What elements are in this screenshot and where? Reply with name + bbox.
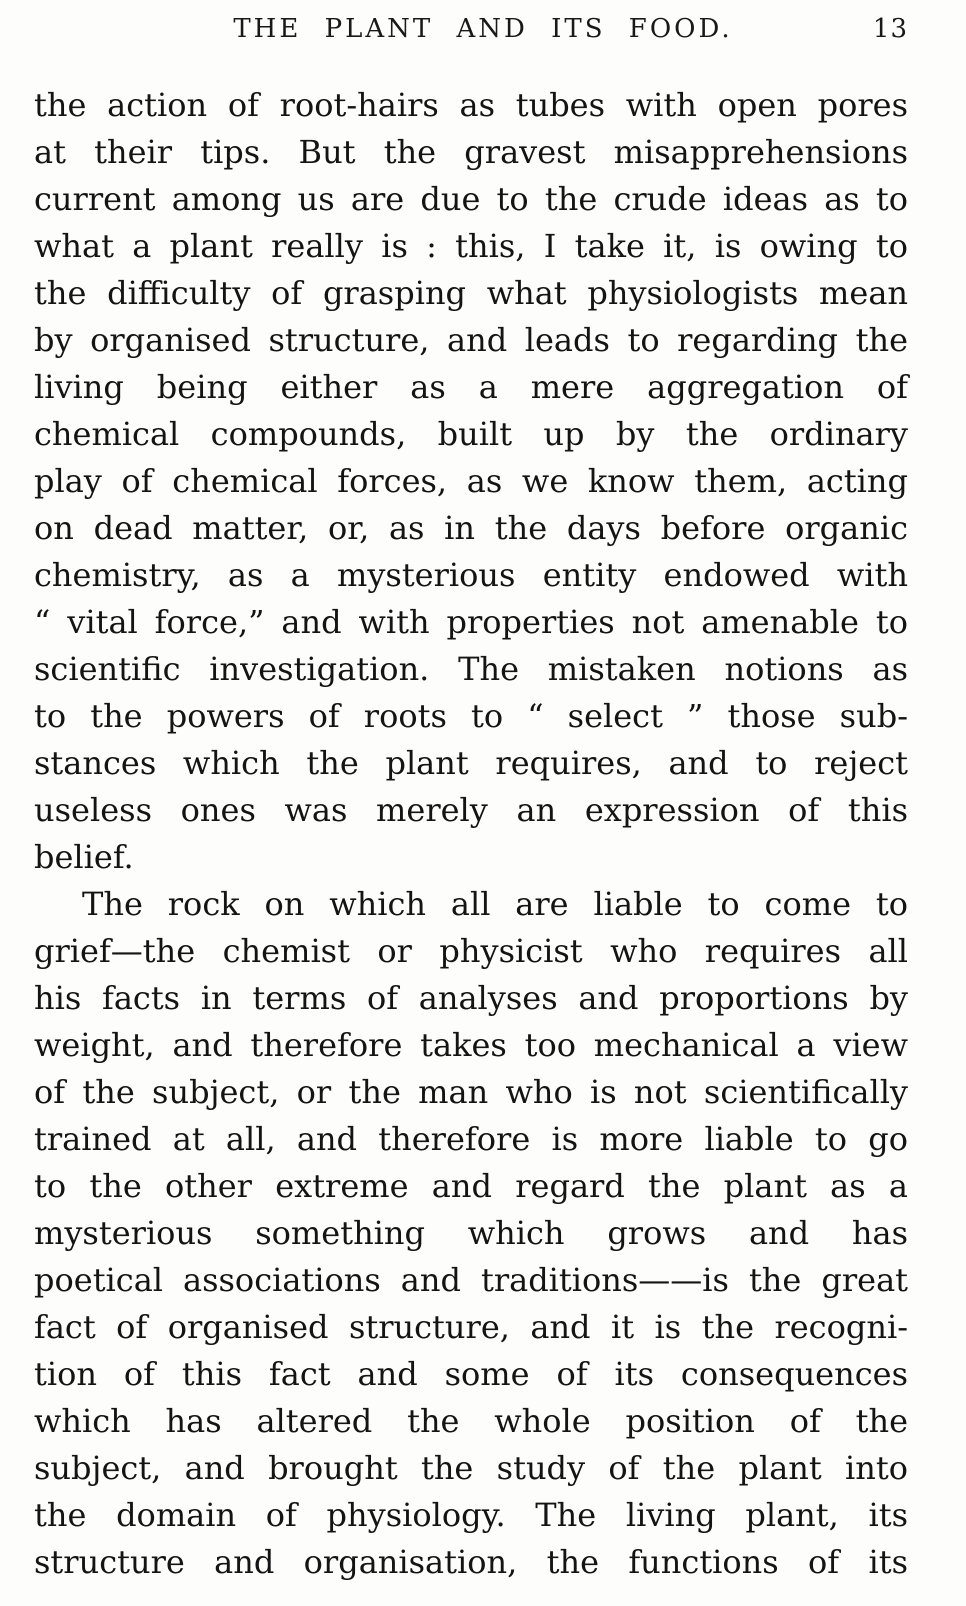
text-line: belief. — [34, 838, 134, 876]
text-line: what a plant really is : this, I take it, is owing to — [34, 227, 908, 265]
text-line: which has altered the whole position of the — [34, 1402, 908, 1440]
text-line: poetical associations and traditions——is the great — [34, 1261, 908, 1299]
text-line: mysterious something which grows and has — [34, 1214, 908, 1252]
text-line: to the other extreme and regard the plant as a — [34, 1167, 908, 1205]
text-line: subject, and brought the study of the plant into — [34, 1449, 908, 1487]
text-line: stances which the plant requires, and to reject — [34, 744, 908, 782]
text-line: at their tips. But the gravest misapprehensions — [34, 133, 908, 171]
paragraph — [34, 881, 908, 1586]
text-line: grief—the chemist or physicist who requires all — [34, 932, 908, 970]
page-header — [0, 0, 966, 58]
text-line: structure and organisation, the functions of its — [34, 1543, 908, 1581]
text-line: of the subject, or the man who is not scientifically — [34, 1073, 908, 1111]
text-line: chemistry, as a mysterious entity endowed with — [34, 556, 908, 594]
text-line: fact of organised structure, and it is the recogni- — [34, 1308, 908, 1346]
text-line: the domain of physiology. The living plant, its — [34, 1496, 908, 1534]
text-line: current among us are due to the crude ideas as to — [34, 180, 908, 218]
text-line: chemical compounds, built up by the ordinary — [34, 415, 908, 453]
text-line: the action of root-hairs as tubes with open pores — [34, 86, 908, 124]
text-line: living being either as a mere aggregation of — [34, 368, 908, 406]
text-line: play of chemical forces, as we know them, acting — [34, 462, 908, 500]
text-line: scientific investigation. The mistaken notions as — [34, 650, 908, 688]
text-line: tion of this fact and some of its consequences — [34, 1355, 908, 1393]
text-line: by organised structure, and leads to regarding the — [34, 321, 908, 359]
text-line: the difficulty of grasping what physiologists mean — [34, 274, 908, 312]
paragraph — [34, 82, 908, 881]
running-title: THE PLANT AND ITS FOOD. — [233, 14, 733, 44]
text-line: The rock on which all are liable to come to — [82, 885, 908, 923]
page-body — [0, 58, 966, 1586]
text-line: “ vital force,” and with properties not amenable to — [34, 603, 908, 641]
text-line: his facts in terms of analyses and proportions by — [34, 979, 908, 1017]
text-line: on dead matter, or, as in the days before organic — [34, 509, 908, 547]
text-line: weight, and therefore takes too mechanical a view — [34, 1026, 908, 1064]
text-line: trained at all, and therefore is more liable to go — [34, 1120, 908, 1158]
text-line: useless ones was merely an expression of this — [34, 791, 908, 829]
page-number: 13 — [872, 14, 908, 44]
text-line: to the powers of roots to “ select ” those sub- — [34, 697, 908, 735]
